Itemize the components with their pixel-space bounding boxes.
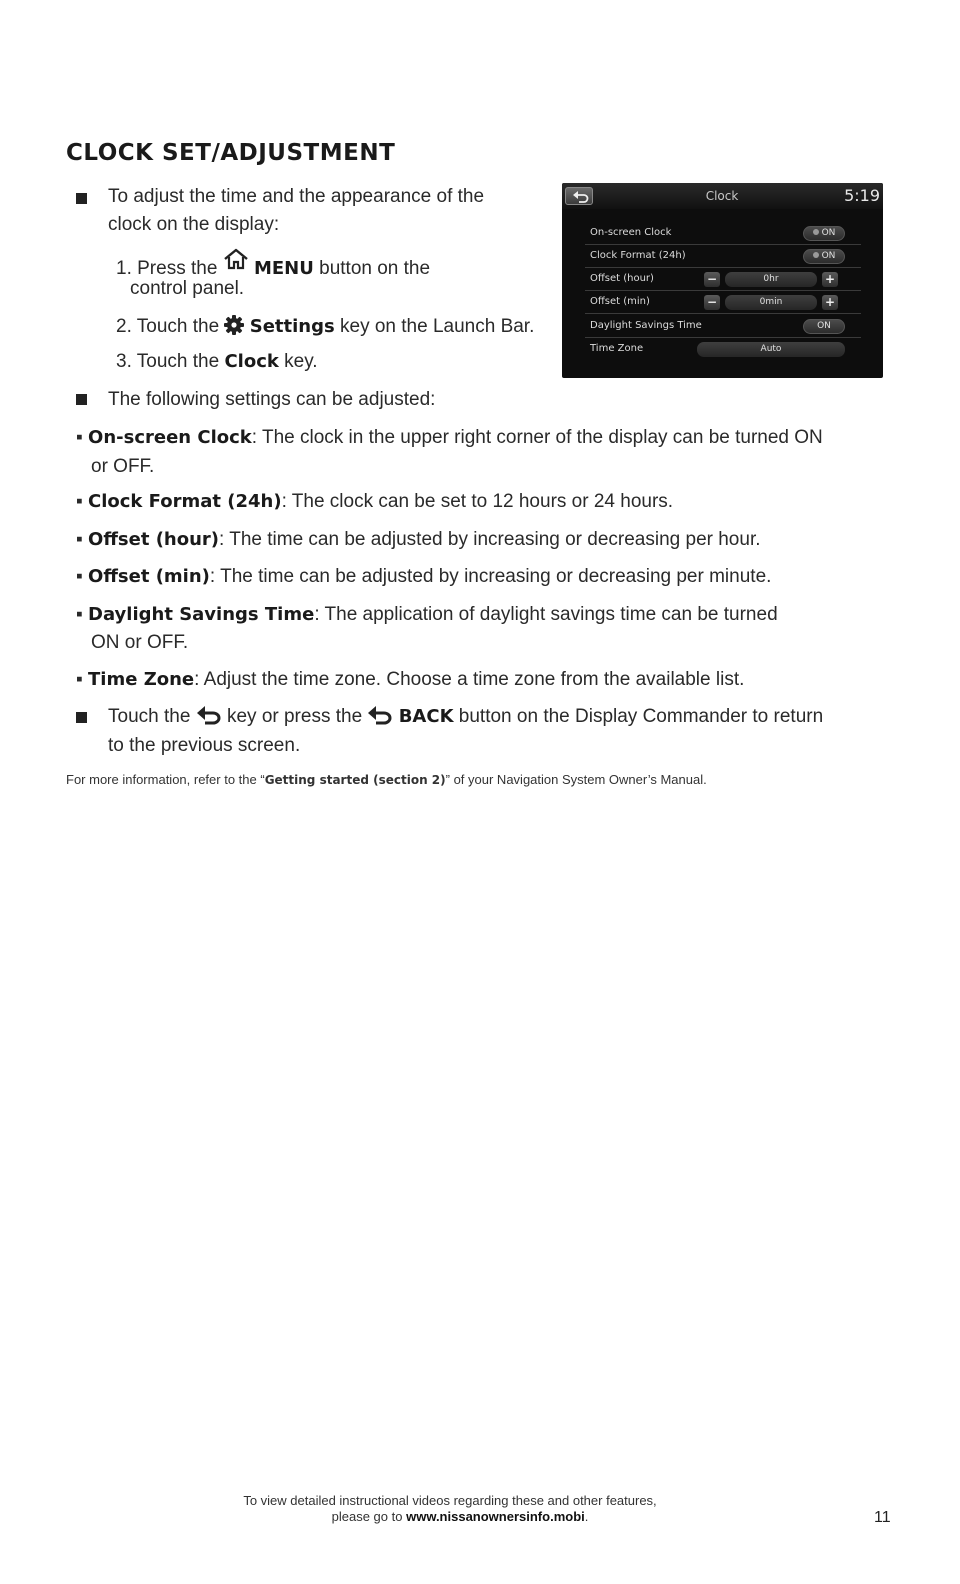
increase-button[interactable]: +	[822, 272, 838, 287]
bullet-on-screen-clock: ▪ On-screen Clock: The clock in the upper right corner of the display can be turned ON	[76, 427, 823, 448]
more-info	[66, 772, 707, 787]
setting-label: Offset (hour)	[590, 273, 654, 284]
more-suffix: ” of your Navigation System Owner’s Manual.	[445, 772, 707, 787]
setting-row-time-zone[interactable]	[585, 339, 861, 361]
bullet-keyword: On-screen Clock	[88, 427, 252, 448]
setting-row-offset-min	[585, 292, 861, 314]
home-icon	[223, 248, 249, 270]
bullet-keyword: Time Zone	[88, 669, 195, 690]
setting-label: Daylight Savings Time	[590, 320, 702, 331]
bullet-time-zone: ▪ Time Zone: Adjust the time zone. Choose a time zone from the available list.	[76, 669, 745, 690]
gear-icon	[224, 315, 244, 335]
bullet-cont: ON or OFF.	[91, 632, 189, 653]
step-3-prefix: 3. Touch the	[116, 351, 220, 372]
time-zone-value[interactable]: Auto	[697, 342, 845, 357]
screen-clock: 5:19	[844, 186, 880, 205]
decrease-button[interactable]: −	[704, 295, 720, 310]
bullet-daylight-savings: ▪ Daylight Savings Time: The application of daylight savings time can be turned	[76, 604, 778, 625]
setting-row-clock-format[interactable]	[585, 246, 861, 268]
step-1-cont: control panel.	[130, 278, 245, 299]
step-1-prefix: 1. Press the	[116, 258, 218, 279]
footer-suffix: .	[584, 1509, 589, 1524]
step-2	[116, 313, 534, 340]
bullet-text: : The application of daylight savings time can be turned	[314, 604, 778, 625]
footer-line-1: To view detailed instructional videos regarding these and other features,	[243, 1493, 657, 1508]
on-toggle[interactable]: ON	[803, 249, 845, 264]
setting-label: Offset (min)	[590, 296, 650, 307]
bullet-offset-hour: ▪ Offset (hour): The time can be adjusted by increasing or decreasing per hour.	[76, 529, 761, 550]
setting-row-offset-hour	[585, 269, 861, 291]
back-instruction-cont: to the previous screen.	[108, 735, 301, 756]
step-3	[116, 348, 318, 375]
step-3-suffix: key.	[284, 351, 318, 372]
intro-text: To adjust the time and the appearance of the	[108, 186, 485, 207]
settings-keyword: Settings	[249, 316, 335, 337]
step-2-prefix: 2. Touch the	[116, 316, 220, 337]
bullet-offset-min: ▪ Offset (min): The time can be adjusted by increasing or decreasing per minute.	[76, 566, 772, 587]
back-arrow-icon	[196, 705, 222, 725]
back-suffix: button on the Display Commander to return	[458, 706, 824, 727]
bullet-text: : The time can be adjusted by increasing or decreasing per minute.	[209, 566, 772, 587]
back-keyword: BACK	[398, 706, 454, 727]
indicator-dot-icon	[813, 252, 819, 258]
step-1-suffix: button on the	[319, 258, 431, 279]
bullet-text: : Adjust the time zone. Choose a time zone from the available list.	[194, 669, 745, 690]
on-toggle[interactable]: ON	[803, 319, 845, 334]
bullet-cont: or OFF.	[91, 456, 155, 477]
setting-label: On-screen Clock	[590, 227, 672, 238]
setting-label: Time Zone	[590, 343, 644, 354]
bullet-keyword: Offset (min)	[88, 566, 210, 587]
setting-label: Clock Format (24h)	[590, 250, 686, 261]
bullet-keyword: Offset (hour)	[88, 529, 220, 550]
step-2-suffix: key on the Launch Bar.	[340, 316, 535, 337]
menu-keyword: MENU	[253, 258, 314, 279]
more-keyword: Getting started (section 2)	[264, 773, 446, 787]
decrease-button[interactable]: −	[704, 272, 720, 287]
screen-back-button[interactable]	[565, 187, 593, 205]
back-arrow-icon	[566, 188, 594, 206]
bullet-square	[76, 394, 87, 405]
intro-text-cont: clock on the display:	[108, 214, 280, 235]
setting-row-on-screen-clock[interactable]	[585, 223, 861, 245]
bullet-text: : The clock in the upper right corner of the display can be turned ON	[251, 427, 823, 448]
indicator-dot-icon	[813, 229, 819, 235]
back-arrow-icon	[367, 705, 393, 725]
back-instruction	[108, 703, 823, 730]
bullet-text: : The time can be adjusted by increasing or decreasing per hour.	[219, 529, 761, 550]
bullet-square	[76, 193, 87, 204]
following-text: The following settings can be adjusted:	[108, 389, 436, 410]
footer-line-2	[0, 1509, 900, 1525]
footer-link[interactable]: www.nissanownersinfo.mobi	[406, 1509, 585, 1524]
offset-hour-value: 0hr	[725, 272, 817, 287]
back-mid: key or press the	[226, 706, 363, 727]
page-number: 11	[874, 1509, 891, 1526]
clock-keyword: Clock	[224, 351, 279, 372]
back-prefix: Touch the	[108, 706, 191, 727]
setting-row-daylight-savings[interactable]	[585, 316, 861, 338]
footer-prefix: please go to	[331, 1509, 403, 1524]
page-title: CLOCK SET/ADJUSTMENT	[66, 140, 396, 166]
bullet-keyword: Daylight Savings Time	[88, 604, 315, 625]
bullet-clock-format: ▪ Clock Format (24h): The clock can be set to 12 hours or 24 hours.	[76, 491, 674, 512]
bullet-keyword: Clock Format (24h)	[88, 491, 282, 512]
bullet-text: : The clock can be set to 12 hours or 24 hours.	[281, 491, 674, 512]
increase-button[interactable]: +	[822, 295, 838, 310]
clock-settings-screen	[562, 183, 883, 378]
footer-note	[0, 1493, 900, 1525]
on-toggle[interactable]: ON	[803, 226, 845, 241]
bullet-square	[76, 712, 87, 723]
offset-min-value: 0min	[725, 295, 817, 310]
screen-title: Clock	[705, 189, 739, 203]
more-prefix: For more information, refer to the “	[66, 772, 265, 787]
